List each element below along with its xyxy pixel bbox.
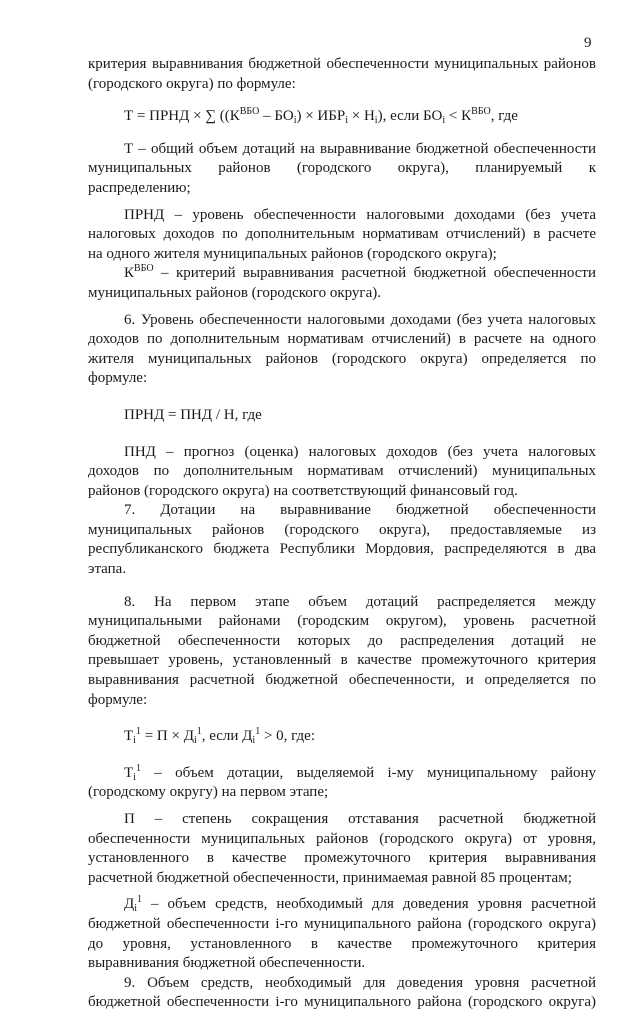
text-line: критерия выравнивания бюджетной обеспеченности муниципальных районов [88, 56, 596, 72]
di-definition: $Д_i^1$ – объем средств, необходимый для доведения уровня расчетной [124, 894, 596, 915]
text-line: формуле: [88, 370, 148, 387]
text-line: муниципальных районов (городского округа), планируемый к [88, 160, 596, 177]
text-line: П – степень сокращения отставания расчетной бюджетной [124, 811, 596, 827]
document-body [88, 55, 596, 1013]
text-line: муниципальных районов (городского округа), предоставляемые из [88, 521, 596, 538]
ti-definition: $Т_i^1$ – объем дотации, выделяемой i-му муниципальному району [124, 762, 596, 783]
text-line: выравнивания бюджетной обеспеченности. [88, 955, 366, 972]
text-line: превышает уровень, установленный в качестве промежуточного критерия [88, 652, 596, 669]
text-line: районов (городского округа) на соответствующий финансовый год. [88, 482, 518, 499]
text-line: бюджетной обеспеченности которых до распределения дотаций не [88, 632, 596, 649]
text-line: муниципальными районами (городским округом), уровень расчетной [88, 613, 596, 630]
text-line: формуле: [88, 691, 148, 708]
text-line: бюджетной обеспеченности i-го муниципального района (городского округа) [88, 994, 596, 1011]
text-line: на одного жителя муниципальных районов (городского округа); [88, 245, 497, 262]
text-line: 7. Дотации на выравнивание бюджетной обеспеченности [124, 502, 596, 519]
text-line: доходов по дополнительным нормативам отчислений) в расчете на одного [88, 331, 596, 348]
text-line: 9. Объем средств, необходимый для доведения уровня расчетной [124, 974, 596, 991]
formula-total-grants: Т = ПРНД × ∑ $((К^{ВБО} - БО_i) \times ИБР_i \times Н_i)$, если $БО_i < К^{ВБО}$, где [124, 106, 518, 127]
formula-first-stage: $Т_i^1 = П \times Д_i^1$, если $Д_i^1 > 0$, где: [124, 726, 316, 747]
text-line: налоговых доходов по дополнительным нормативам отчислений) в расчете [88, 226, 596, 243]
text-line: ПРНД – уровень обеспеченности налоговыми доходами (без учета [124, 206, 596, 223]
text-line: распределению; [88, 179, 191, 196]
text-line: этапа. [88, 561, 127, 578]
text-line: (городского округа) по формуле: [88, 75, 296, 92]
text-line: Т – общий объем дотаций на выравнивание бюджетной обеспеченности [124, 140, 596, 157]
text-line: республиканского бюджета Республики Мордовия, распределяются в два [88, 541, 596, 558]
text-line: 6. Уровень обеспеченности налоговыми доходами (без учета налоговых [124, 311, 596, 328]
text-line: ПНД – прогноз (оценка) налоговых доходов (без учета налоговых [124, 443, 596, 460]
text-line: жителя муниципальных районов (городского округа) определяется по [88, 350, 596, 367]
text-line: до уровня, установленного в качестве промежуточного критерия [88, 935, 596, 952]
text-line: бюджетной обеспеченности i-го муниципального района (городского округа) [88, 915, 596, 932]
text-line: расчетной бюджетной обеспеченности, принимаемая равной 85 процентам; [88, 869, 572, 886]
text-line: доходов по дополнительным нормативам отчислений) муниципальных [88, 463, 596, 480]
formula-prnd: ПРНД = ПНД / Н, где [124, 406, 262, 423]
kvbo-definition: $К^{ВБО}$ – критерий выравнивания расчетной бюджетной обеспеченности [124, 263, 596, 282]
text-line: (городскому округу) на первом этапе; [88, 784, 329, 801]
text-line: обеспеченности муниципальных районов (городского округа) от уровня, [88, 830, 596, 847]
text-line: выравнивания расчетной бюджетной обеспеченности, и определяется по [88, 672, 596, 689]
text-line: установленного в качестве промежуточного критерия выравнивания [88, 850, 596, 867]
text-line: 8. На первом этапе объем дотаций распределяется между [124, 593, 596, 610]
page-number: 9 [584, 35, 592, 51]
text-line: муниципальных районов (городского округа). [88, 284, 381, 301]
